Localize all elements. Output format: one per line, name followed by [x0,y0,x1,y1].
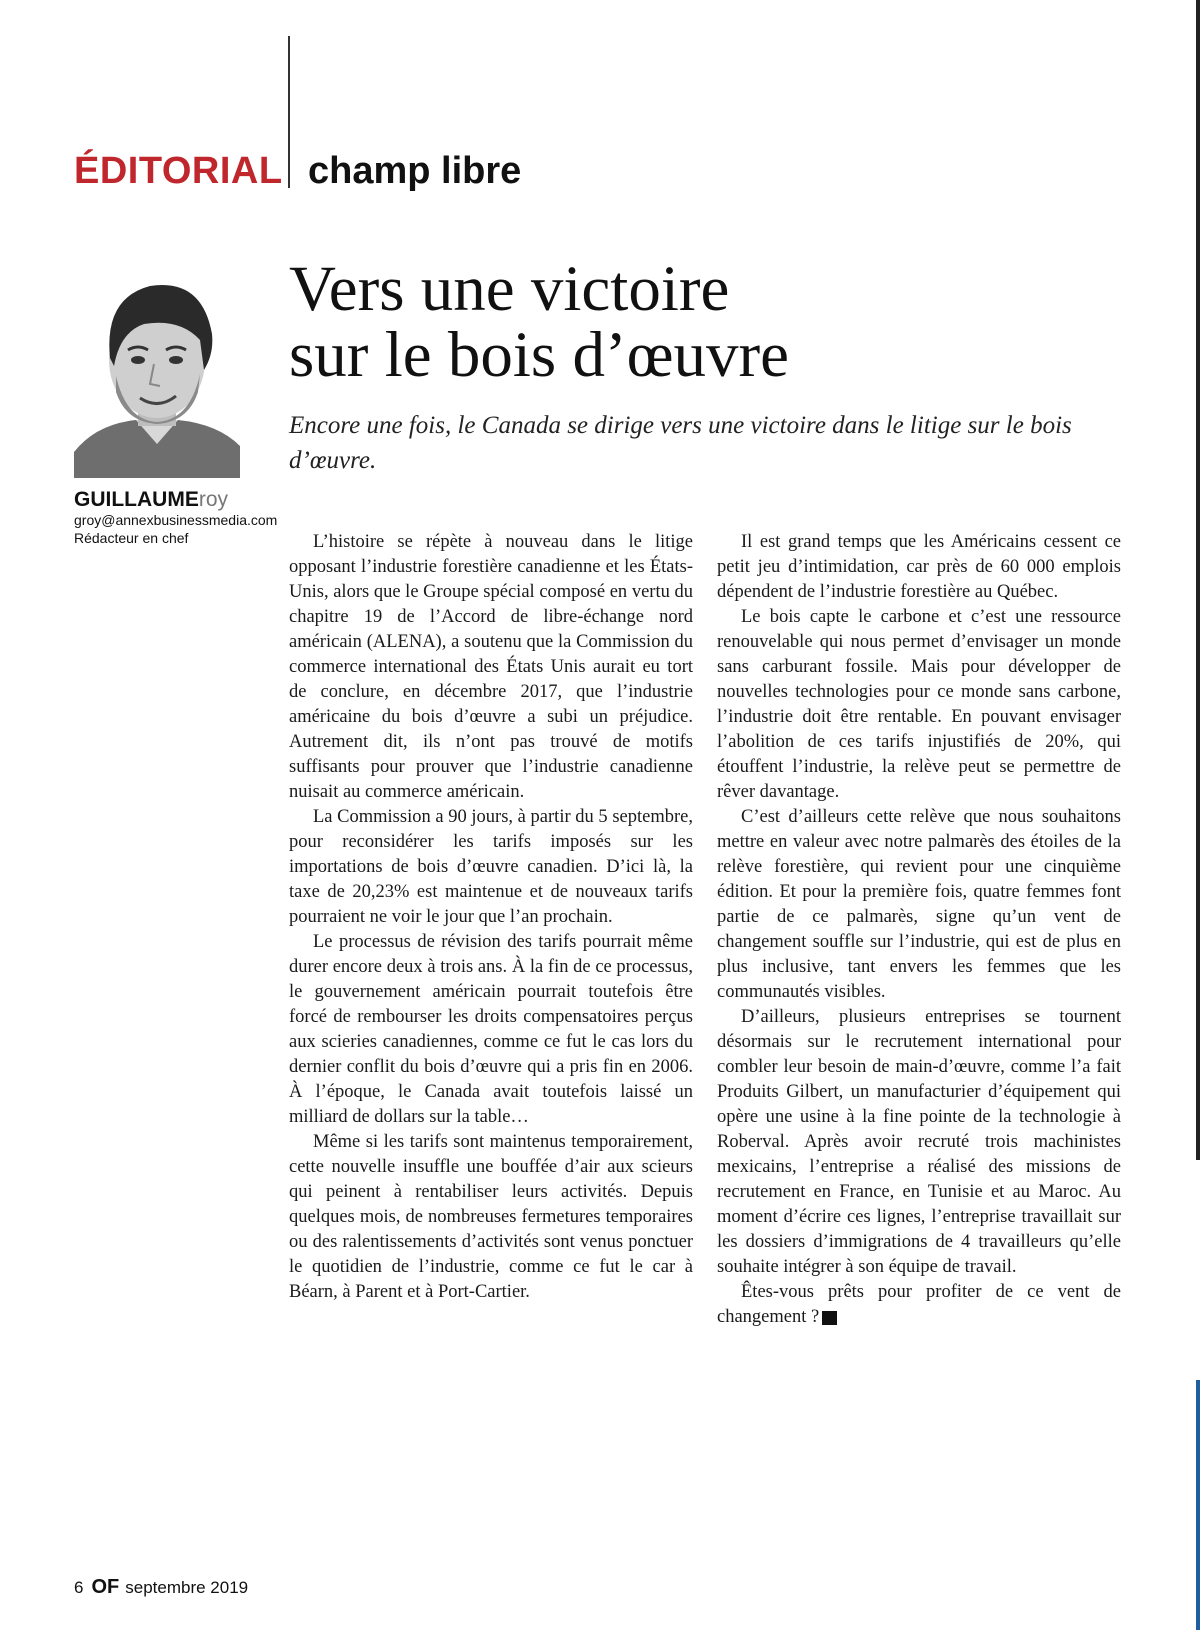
issue-date: septembre 2019 [125,1578,249,1597]
page-edge-bar-blue [1196,1380,1200,1630]
paragraph: Il est grand temps que les Américains cessent ce petit jeu d’intimidation, car près de 60 000 emplois dépendent de l’industrie forestière au Québec. [717,532,1121,602]
end-mark-icon: OF [822,1311,837,1325]
author-role: Rédacteur en chef [74,530,189,546]
body-column-left [289,530,693,1305]
folio [74,1576,248,1599]
paragraph: Le processus de révision des tarifs pourrait même durer encore deux à trois ans. À la fin de ce processus, le gouvernement américain pourrait toutefois être forcé de rembourser les droits compensatoires perçus aux scieries canadiennes, comme ce fut le cas lors du dernier conflit du bois d’œuvre qui a pris fin en 2006. À l’époque, le Canada avait toutefois laissé un milliard de dollars sur la table… [289,932,693,1127]
header-divider [288,36,290,188]
deck: Encore une fois, le Canada se dirige vers une victoire dans le litige sur le bois d’œuvre. [289,412,1072,474]
section-subtitle: champ libre [308,150,522,192]
author-name [74,488,228,512]
author-email[interactable]: groy@annexbusinessmedia.com [74,512,278,528]
headline [289,253,1149,391]
paragraph: L’histoire se répète à nouveau dans le litige opposant l’industrie forestière canadienne et les États-Unis, alors que le Groupe spécial composé en vertu du chapitre 19 de l’Accord de libre-échange nord américain (ALENA), a soutenu que la Commission du commerce international des États Unis aurait eu tort de conclure, en décembre 2017, que l’industrie américaine du bois d’œuvre a subi un préjudice. Autrement dit, ils n’ont pas trouvé de motifs suffisants pour prouver que l’industrie canadienne nuisait au commerce américain. [289,532,693,802]
last-paragraph [717,1280,1121,1330]
closing-text: Êtes-vous prêts pour profiter de ce vent de changement ? [717,1282,1121,1327]
page-edge-bar [1196,0,1200,1160]
page-number: 6 [74,1578,84,1597]
headline-line-2: sur le bois d’œuvre [289,319,790,391]
paragraph: La Commission a 90 jours, à partir du 5 septembre, pour reconsidérer les tarifs imposés sur les importations de bois d’œuvre canadien. D’ici là, la taxe de 20,23% est maintenue et de nouveaux tarifs pourraient ne voir le jour que l’an prochain. [289,807,693,927]
headline-line-1: Vers une victoire [289,253,730,325]
paragraph: D’ailleurs, plusieurs entreprises se tournent désormais sur le recrutement international pour combler leur besoin de main-d’œuvre, comme l’a fait Produits Gilbert, un manufacturier d’équipement qui opère une usine à la fine pointe de la technologie à Roberval. Après avoir recruté trois machinistes mexicains, l’entreprise a réalisé des missions de recrutement en France, en Tunisie et au Maroc. Au moment d’écrire ces lignes, l’entreprise travaillait sur les dossiers d’immigrations de 4 travailleurs qu’elle souhaite intégrer à son équipe de travail. [717,1007,1121,1277]
paragraph: Le bois capte le carbone et c’est une ressource renouvelable qui nous permet d’envisager un monde sans carburant fossile. Mais pour développer de nouvelles technologies pour ce monde sans carbone, l’industrie doit être rentable. En pouvant envisager l’abolition de ces tarifs injustifiés de 20%, qui étouffent l’industrie, la relève peut se permettre de rêver davantage. [717,607,1121,802]
paragraph: C’est d’ailleurs cette relève que nous souhaitons mettre en valeur avec notre palmarès des étoiles de la relève forestière, qui revient pour une cinquième édition. Et pour la première fois, quatre femmes font partie de ce palmarès, signe qu’un vent de changement souffle sur l’industrie, qui est de plus en plus inclusive, tant envers les femmes que les communautés visibles. [717,807,1121,1002]
portrait-image [74,274,240,478]
author-portrait [74,274,240,478]
magazine-name: OF [91,1576,120,1598]
author-last-name: roy [198,488,229,511]
paragraph: Même si les tarifs sont maintenus temporairement, cette nouvelle insuffle une bouffée d’air aux scieurs qui peinent à rentabiliser leurs activités. Depuis quelques mois, de nombreuses fermetures temporaires ou des ralentissements d’activités sont venus ponctuer le quotidien de l’industrie, comme ce fut le car à Béarn, à Parent et à Port-Cartier. [289,1132,693,1302]
author-first-name: GUILLAUME [74,488,199,511]
section-name: ÉDITORIAL [74,150,283,192]
body-column-right [717,530,1121,1330]
